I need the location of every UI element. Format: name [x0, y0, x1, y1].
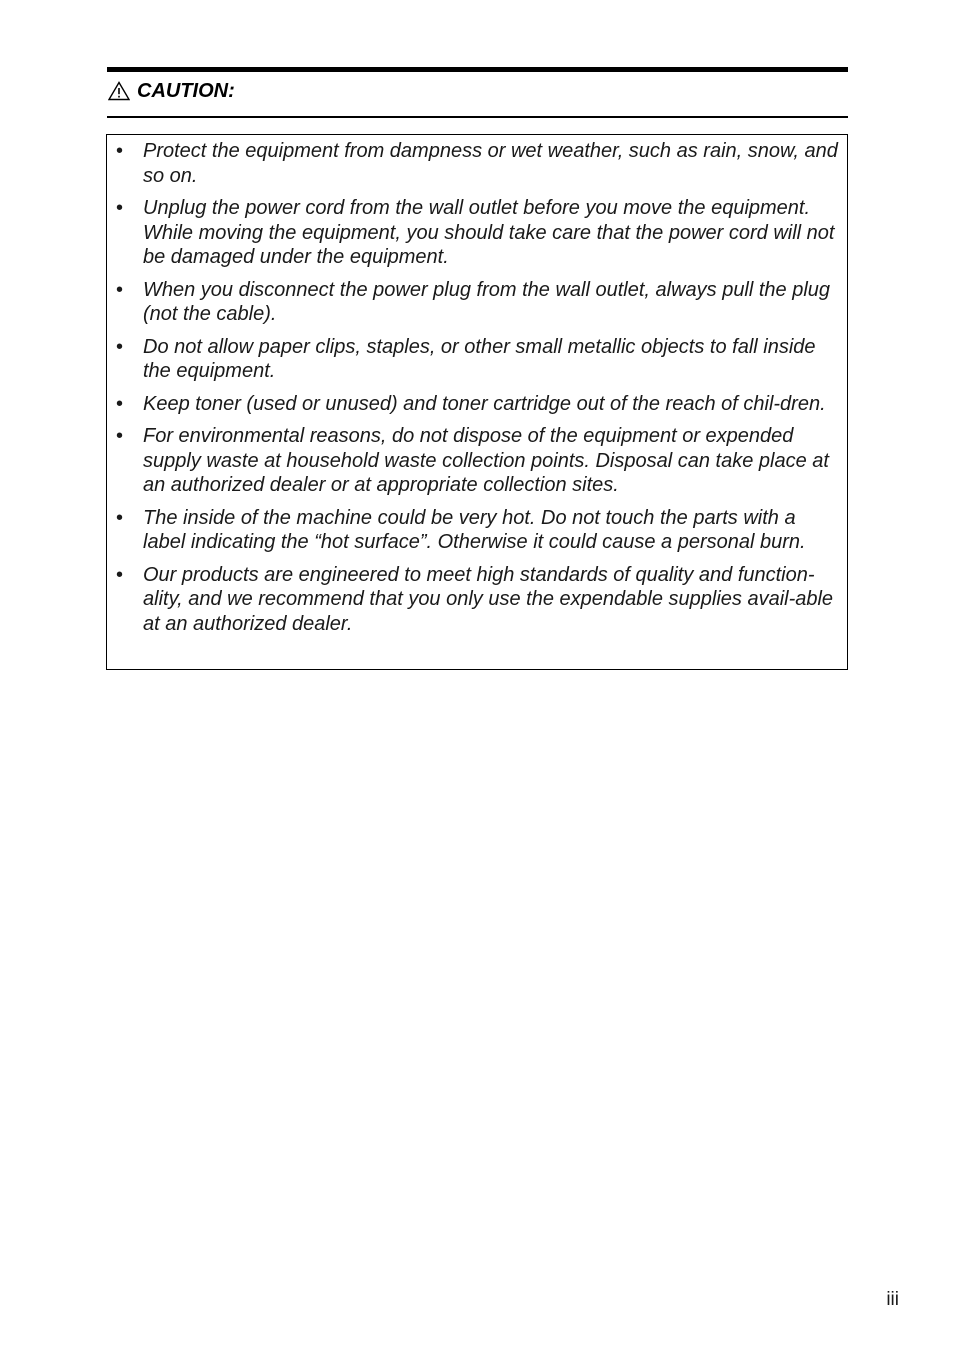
bullet: • — [116, 392, 124, 415]
caution-list — [107, 139, 847, 644]
heading-rule — [107, 116, 848, 118]
list-item-text: When you disconnect the power plug from the wall outlet, always pull the plug (not the cable). — [143, 278, 831, 325]
list-item — [107, 196, 847, 270]
list-item-text: Unplug the power cord from the wall outlet before you move the equipment. While moving the equipment, you should take care that the power cord will not be damaged under the equipment. — [143, 197, 835, 268]
bullet: • — [116, 140, 124, 162]
bullet: • — [116, 506, 124, 529]
list-item — [107, 278, 847, 327]
bullet: • — [116, 425, 124, 447]
caution-box — [106, 134, 848, 670]
top-rule — [107, 67, 848, 72]
caution-title: CAUTION: — [137, 79, 235, 102]
bullet: • — [116, 335, 124, 358]
page-number: iii — [886, 1289, 899, 1310]
list-item — [107, 506, 847, 555]
caution-heading — [108, 78, 235, 104]
list-item — [107, 563, 847, 637]
bullet: • — [116, 278, 124, 301]
list-item — [107, 392, 847, 417]
bullet: • — [116, 563, 124, 586]
list-item-text: Keep toner (used or unused) and toner cartridge out of the reach of chil-dren. — [143, 392, 826, 415]
list-item-text: Our products are engineered to meet high standards of quality and function-ality, and we recommend that you only use the expendable supplies avail-able at an authorized dealer. — [143, 563, 834, 635]
list-item — [107, 424, 847, 498]
list-item — [107, 139, 847, 188]
warning-triangle-icon — [108, 81, 130, 101]
list-item-text: Protect the equipment from dampness or wet weather, such as rain, snow, and so on. — [143, 140, 838, 187]
list-item-text: Do not allow paper clips, staples, or other small metallic objects to fall inside the equipment. — [143, 335, 816, 382]
bullet: • — [116, 197, 124, 219]
list-item-text: The inside of the machine could be very hot. Do not touch the parts with a label indicating the “hot surface”. Otherwise it could cause a personal burn. — [143, 506, 806, 553]
list-item-text: For environmental reasons, do not dispose of the equipment or expended supply waste at household waste collection points. Disposal can take place at an authorized dealer or at appropriate collection sites. — [143, 425, 829, 496]
list-item — [107, 335, 847, 384]
